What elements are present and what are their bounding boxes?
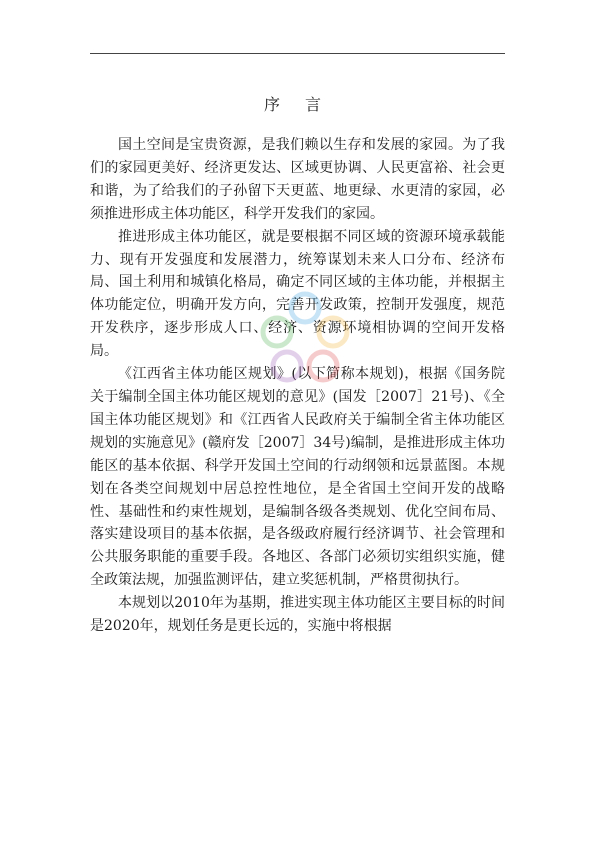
paragraph-3: 《江西省主体功能区规划》(以下简称本规划)，根据《国务院关于编制全国主体功能区规划的意见》(国发［2007］21号)、《全国主体功能区规划》和《江西省人民政府关于编制全省主体功能区规划的实施意见》(赣府发［2007］34号)编制，是推进形成主体功能区的基本依据、科学开发国土空间的行动纲领和远景蓝图。本规划在各类空间规划中居总控性地位，是全省国土空间开发的战略性、基础性和约束性规划，是编制各级各类规划、优化空间布局、落实建设项目的基本依据，是各级政府履行经济调节、社会管理和公共服务职能的重要手段。各地区、各部门必须切实组织实施，健全政策法规，加强监测评估，建立奖惩机制，严格贯彻执行。 — [90, 366, 505, 589]
page-title: 序 言 — [263, 95, 332, 114]
paragraph-4: 本规划以2010年为基期，推进实现主体功能区主要目标的时间是2020年，规划任务是更长远的，实施中将根据 — [90, 595, 505, 635]
header-rule — [90, 53, 505, 54]
paragraph-2: 推进形成主体功能区，就是要根据不同区域的资源环境承载能力、现有开发强度和发展潜力，统筹谋划未来人口分布、经济布局、国土利用和城镇化格局，确定不同区域的主体功能，并根据主体功能定位，明确开发方向，完善开发政策，控制开发强度，规范开发秩序，逐步形成人口、经济、资源环境相协调的空间开发格局。 — [90, 228, 505, 360]
document-body — [90, 134, 505, 638]
paragraph-1: 国土空间是宝贵资源，是我们赖以生存和发展的家园。为了我们的家园更美好、经济更发达、区域更协调、人民更富裕、社会更和谐，为了给我们的子孙留下天更蓝、地更绿、水更清的家园，必须推进形成主体功能区，科学开发我们的家园。 — [90, 137, 505, 222]
